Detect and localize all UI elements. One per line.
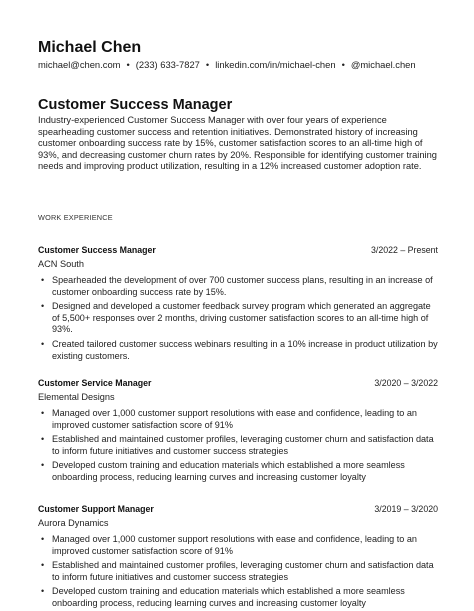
list-item [38, 534, 438, 557]
bullet-icon: • [41, 338, 45, 349]
bullet-text: Created tailored customer success webinars resulting in a 10% increase in product utilization by existing customers. [52, 338, 438, 361]
summary-paragraph: Industry-experienced Customer Success Manager with over four years of experience spearheading customer success and retention initiatives. Demonstrated history of increasing customer onboarding success rate by 15%, customer satisfaction scores to an all-time high of 93%, and decreasing customer churn rates by 20%. Responsible for identifying customer training needs and improving product utilization, resulting in a 12% increased customer adoption rate. [38, 115, 437, 172]
contact-separator: • [205, 59, 210, 70]
job-title: Customer Support Manager [38, 504, 154, 514]
bullet-icon: • [41, 275, 45, 285]
bullet-icon: • [41, 301, 45, 312]
social-handle: @michael.chen [350, 59, 416, 70]
bullet-text: Managed over 1,000 customer support resolutions with ease and confidence, leading to an improved customer satisfaction score of 91% [52, 534, 417, 556]
contact-separator: • [126, 59, 130, 70]
job-bullets [38, 534, 438, 610]
list-item [38, 275, 438, 298]
candidate-name: Michael Chen [38, 39, 142, 56]
job-header [38, 244, 438, 257]
job-header [38, 377, 438, 390]
bullet-text: Developed custom training and education materials which established a more seamless onboarding process, reducing learning curves and increasing customer loyalty [52, 586, 405, 608]
job-title: Customer Service Manager [38, 378, 152, 388]
resume-headline: Customer Success Manager [38, 97, 233, 113]
bullet-icon: • [41, 560, 45, 571]
job-entry [38, 244, 438, 365]
bullet-icon: • [41, 586, 45, 597]
bullet-text: Designed and developed a customer feedback survey program which generated an aggregate of 5,500+ responses over 2 months, driving customer satisfaction scores to an all-time high of 93%. [52, 301, 431, 335]
list-item [38, 434, 438, 457]
job-dates: 3/2019 – 3/2020 [374, 504, 438, 514]
list-item [38, 560, 438, 583]
job-dates: 3/2020 – 3/2022 [374, 378, 438, 388]
job-dates: 3/2022 – Present [370, 245, 438, 255]
job-title: Customer Success Manager [38, 245, 156, 255]
job-company: Aurora Dynamics [38, 518, 109, 528]
job-bullets [38, 275, 438, 362]
list-item [38, 460, 438, 483]
list-item [38, 339, 438, 362]
list-item [38, 586, 438, 609]
bullet-icon: • [41, 408, 45, 418]
bullet-text: Developed custom training and education materials which established a more seamless onboarding process, reducing learning curves and increasing customer loyalty [52, 460, 405, 482]
contact-line [38, 59, 416, 71]
bullet-text: Spearheaded the development of over 700 customer success plans, resulting in an increase of customer onboarding success rate by 15%. [52, 275, 433, 297]
contact-separator: • [341, 59, 345, 70]
job-header [38, 503, 438, 516]
job-entry [38, 503, 438, 611]
list-item [38, 301, 438, 336]
bullet-text: Managed over 1,000 customer support resolutions with ease and confidence, leading to an improved customer satisfaction score of 91% [52, 408, 417, 430]
linkedin-link[interactable]: linkedin.com/in/michael-chen [215, 59, 336, 70]
bullet-icon: • [41, 434, 45, 445]
section-title-work-experience: WORK EXPERIENCE [38, 213, 113, 222]
bullet-icon: • [41, 460, 45, 471]
job-company: Elemental Designs [38, 392, 115, 402]
phone-number: (233) 633-7827 [135, 59, 200, 70]
bullet-icon: • [41, 534, 45, 544]
list-item [38, 408, 438, 431]
email-link[interactable]: michael@chen.com [38, 59, 121, 70]
bullet-text: Established and maintained customer profiles, leveraging customer churn and satisfaction data to inform future initiatives and customer success strategies [52, 560, 434, 582]
job-entry [38, 377, 438, 487]
job-bullets [38, 408, 438, 484]
job-company: ACN South [38, 259, 84, 269]
bullet-text: Established and maintained customer profiles, leveraging customer churn and satisfaction data to inform future initiatives and customer success strategies [52, 434, 434, 456]
